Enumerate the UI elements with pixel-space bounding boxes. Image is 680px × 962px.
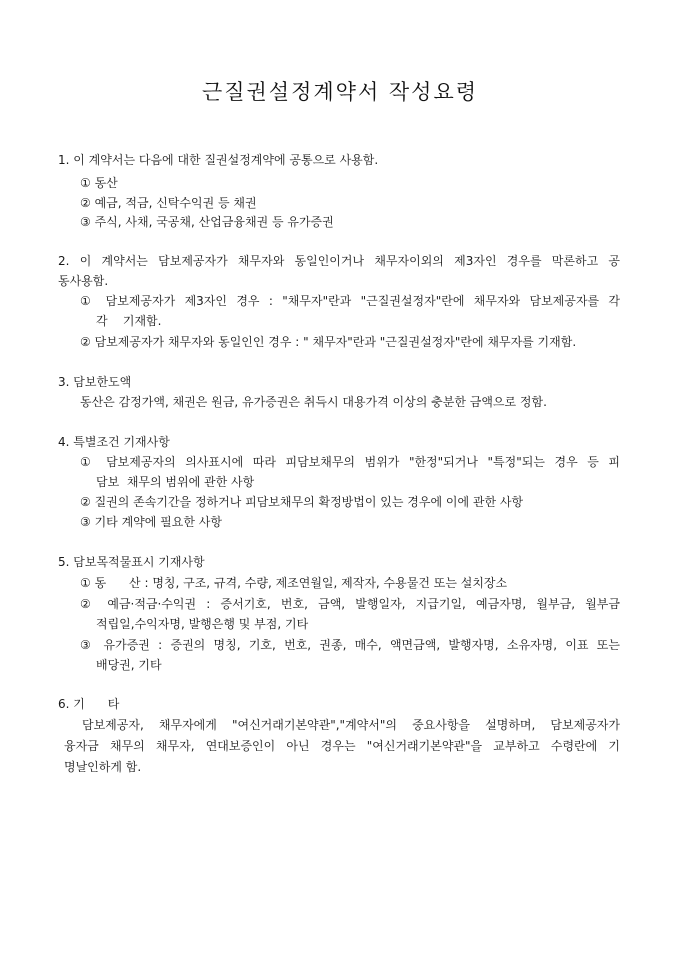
section-2-heading-line-2: 동사용함. <box>58 274 109 288</box>
section-4-item-1-line-1: ① 담보제공자의 의사표시에 따라 피담보채무의 범위가 "한정"되거나 "특정"되는 경우 등 피 <box>80 455 620 469</box>
section-4-heading: 4. 특별조건 기재사항 <box>58 435 170 449</box>
section-4-item-1-line-2: 담보 채무의 범위에 관한 사항 <box>96 475 255 489</box>
section-1-item-3: ③ 주식, 사채, 국공채, 산업금융채권 등 유가증권 <box>80 215 334 229</box>
section-5-item-1: ① 동 산 : 명칭, 구조, 규격, 수량, 제조연월일, 제작자, 수용물건 또는 설치장소 <box>80 576 508 590</box>
section-4-item-2: ② 질권의 존속기간을 정하거나 피담보채무의 확정방법이 있는 경우에 이에 관한 사항 <box>80 495 524 509</box>
section-1-heading: 1. 이 계약서는 다음에 대한 질권설정계약에 공통으로 사용함. <box>58 153 379 167</box>
section-5-item-2-line-2: 적립일,수익자명, 발행은행 및 부점, 기타 <box>96 617 309 631</box>
section-2-item-2: ② 담보제공자가 채무자와 동일인인 경우 : " 채무자"란과 "근질권설정자"란에 채무자를 기재함. <box>80 335 577 349</box>
section-5-item-3-line-1: ③ 유가증권 : 증권의 명칭, 기호, 번호, 권종, 매수, 액면금액, 발행자명, 소유자명, 이표 또는 <box>80 638 620 652</box>
section-2-heading-line-1: 2. 이 계약서는 담보제공자가 채무자와 동일인이거나 채무자이외의 제3자인 경우를 막론하고 공 <box>58 254 620 268</box>
section-6-body-line-2: 융자금 채무의 채무자, 연대보증인이 아닌 경우는 "여신거래기본약관"을 교부하고 수령란에 기 <box>64 739 620 753</box>
section-5-heading: 5. 담보목적물표시 기재사항 <box>58 555 205 569</box>
section-3-heading: 3. 담보한도액 <box>58 375 132 389</box>
section-4-item-3: ③ 기타 계약에 필요한 사항 <box>80 515 222 529</box>
document-title: 근질권설정계약서 작성요령 <box>201 80 479 104</box>
section-1-item-2: ② 예금, 적금, 신탁수익권 등 채권 <box>80 196 257 210</box>
section-6-body-line-1: 담보제공자, 채무자에게 "여신거래기본약관","계약서"의 중요사항을 설명하며, 담보제공자가 <box>82 718 620 732</box>
section-5-item-2-line-1: ② 예금·적금·수익권 : 증서기호, 번호, 금액, 발행일자, 지급기일, 예금자명, 월부금, 월부금 <box>80 597 620 611</box>
section-6-body-line-3: 명날인하게 함. <box>64 760 142 774</box>
section-2-item-1-line-1: ① 담보제공자가 제3자인 경우 : "채무자"란과 "근질권설정자"란에 채무자와 담보제공자를 각 <box>80 294 620 308</box>
section-3-body: 동산은 감정가액, 채권은 원금, 유가증권은 취득시 대용가격 이상의 충분한 금액으로 정함. <box>80 395 547 409</box>
section-5-item-3-line-2: 배당권, 기타 <box>96 658 162 672</box>
section-1-item-1: ① 동산 <box>80 176 118 190</box>
section-2-item-1-line-2: 각 기재함. <box>96 314 162 328</box>
section-6-heading: 6. 기 타 <box>58 697 120 711</box>
